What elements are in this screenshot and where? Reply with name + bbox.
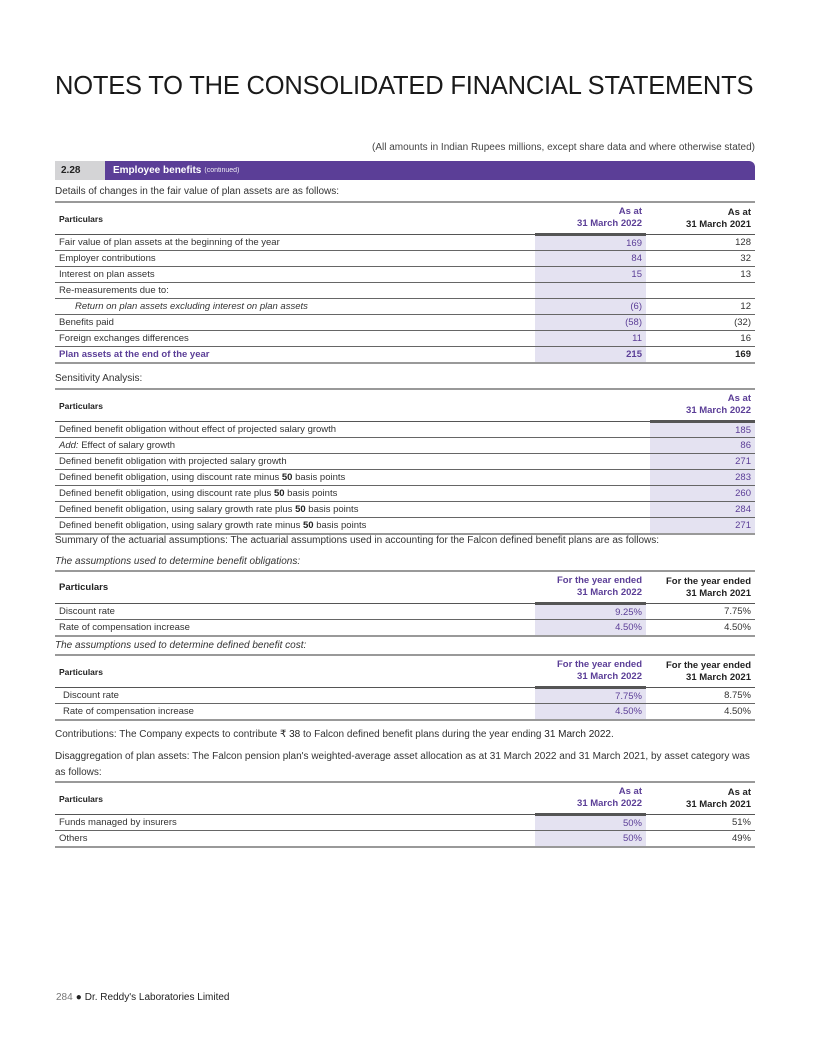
header-previous-year: For the year ended 31 March 2021 <box>646 655 755 688</box>
header-current-year: As at 31 March 2022 <box>650 389 755 422</box>
header-current-year: For the year ended 31 March 2022 <box>535 571 646 604</box>
header-particulars: Particulars <box>55 202 535 235</box>
table-row: Defined benefit obligation without effect of projected salary growth 185 <box>55 422 755 438</box>
table-row: Defined benefit obligation, using salary growth rate minus 50 basis points 271 <box>55 518 755 534</box>
company-name: Dr. Reddy's Laboratories Limited <box>84 992 230 1003</box>
table-row: Defined benefit obligation with projected salary growth 271 <box>55 454 755 470</box>
header-particulars: Particulars <box>55 782 535 815</box>
actuarial-summary: Summary of the actuarial assumptions: The actuarial assumptions used in accounting for the Falcon defined benefit plans are as follows: <box>55 535 660 546</box>
obligations-table <box>55 570 755 637</box>
page-footer <box>56 992 230 1003</box>
header-particulars: Particulars <box>55 655 535 688</box>
table-row: Employer contributions 84 32 <box>55 251 755 267</box>
table-row: Re-measurements due to: <box>55 283 755 299</box>
header-previous-year: For the year ended 31 March 2021 <box>646 571 755 604</box>
table-header-row <box>55 202 755 235</box>
table-row: Others 50% 49% <box>55 831 755 847</box>
table-row: Defined benefit obligation, using discount rate plus 50 basis points 260 <box>55 486 755 502</box>
section-name: Employee benefits <box>113 165 202 176</box>
table-row: Defined benefit obligation, using salary growth rate plus 50 basis points 284 <box>55 502 755 518</box>
table-row: Foreign exchanges differences 11 16 <box>55 331 755 347</box>
table-header-row <box>55 571 755 604</box>
section-number: 2.28 <box>55 161 105 180</box>
page-title: NOTES TO THE CONSOLIDATED FINANCIAL STATEMENTS <box>55 72 754 100</box>
header-particulars: Particulars <box>55 571 535 604</box>
cost-caption: The assumptions used to determine defined benefit cost: <box>55 640 307 651</box>
sensitivity-table <box>55 388 755 535</box>
plan-assets-intro: Details of changes in the fair value of plan assets are as follows: <box>55 186 340 197</box>
plan-assets-table <box>55 201 755 364</box>
header-current-year: For the year ended 31 March 2022 <box>535 655 646 688</box>
table-header-row <box>55 389 755 422</box>
header-current-year: As at 31 March 2022 <box>535 202 646 235</box>
table-row: Benefits paid (58) (32) <box>55 315 755 331</box>
table-row: Funds managed by insurers 50% 51% <box>55 815 755 831</box>
cost-table <box>55 654 755 721</box>
table-row: Rate of compensation increase 4.50% 4.50% <box>55 704 755 720</box>
sensitivity-intro: Sensitivity Analysis: <box>55 373 143 384</box>
table-row: Rate of compensation increase 4.50% 4.50% <box>55 620 755 636</box>
bullet-separator-icon: ● <box>75 992 82 1003</box>
obligations-caption: The assumptions used to determine benefit obligations: <box>55 556 301 567</box>
table-header-row <box>55 655 755 688</box>
section-header <box>55 161 755 180</box>
table-row: Defined benefit obligation, using discount rate minus 50 basis points 283 <box>55 470 755 486</box>
page-number: 284 <box>56 992 73 1003</box>
header-previous-year: As at 31 March 2021 <box>646 202 755 235</box>
header-previous-year: As at 31 March 2021 <box>646 782 755 815</box>
table-row: Add: Effect of salary growth 86 <box>55 438 755 454</box>
header-particulars: Particulars <box>55 389 650 422</box>
disaggregation-text: Disaggregation of plan assets: The Falcon pension plan's weighted-average asset allocation as at 31 March 2022 and 31 March 2021, by asset category was as follows: <box>55 751 750 778</box>
table-row: Discount rate 9.25% 7.75% <box>55 604 755 620</box>
header-current-year: As at 31 March 2022 <box>535 782 646 815</box>
table-row: Interest on plan assets 15 13 <box>55 267 755 283</box>
table-row: Fair value of plan assets at the beginning of the year 169 128 <box>55 235 755 251</box>
section-title <box>105 161 755 180</box>
total-row: Plan assets at the end of the year 215 169 <box>55 347 755 363</box>
table-row: Return on plan assets excluding interest on plan assets (6) 12 <box>55 299 755 315</box>
amounts-note: (All amounts in Indian Rupees millions, except share data and where otherwise stated) <box>372 142 755 153</box>
table-row: Discount rate 7.75% 8.75% <box>55 688 755 704</box>
disaggregation-table <box>55 781 755 848</box>
contributions-text: Contributions: The Company expects to contribute ₹ 38 to Falcon defined benefit plans during the year ending 31 March 2022. <box>55 729 614 740</box>
table-header-row <box>55 782 755 815</box>
section-suffix: (continued) <box>204 167 240 174</box>
